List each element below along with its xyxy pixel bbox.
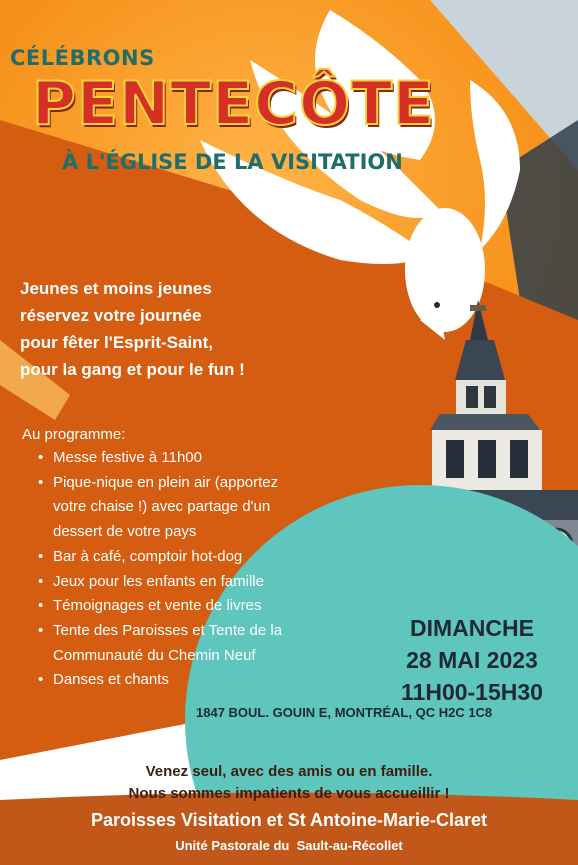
list-item-line: Communauté du Chemin Neuf [53, 646, 256, 664]
event-date-block [372, 612, 572, 708]
event-date: 28 MAI 2023 [406, 647, 538, 673]
invite-text [0, 761, 578, 805]
list-item [38, 594, 358, 619]
program-list [38, 446, 358, 693]
list-item-line: • Témoignages et vente de livres [53, 597, 262, 615]
list-item [38, 545, 358, 570]
list-item-line: dessert de votre pays [53, 523, 197, 541]
list-item-line: • Tente des Paroisses et Tente de la [53, 621, 283, 639]
intro-line: pour la gang et pour le fun ! [20, 360, 245, 379]
pastoral-unit: Unité Pastorale du Sault-au-Récollet [175, 838, 403, 853]
list-item [38, 570, 358, 595]
invite-line: Venez seul, avec des amis ou en famille. [145, 763, 433, 780]
intro-line: Jeunes et moins jeunes [20, 279, 212, 298]
kicker-text: CÉLÉBRONS [10, 46, 155, 70]
page-title: PENTECÔTE [32, 69, 436, 139]
event-time: 11H00-15H30 [401, 679, 543, 705]
invite-line: Nous sommes impatients de vous accueillir ! [128, 785, 450, 802]
list-item [38, 471, 358, 545]
list-item [38, 619, 358, 668]
parishes-footer: Paroisses Visitation et St Antoine-Marie-Claret [90, 810, 488, 830]
list-item-line: • Messe festive à 11h00 [53, 449, 202, 466]
church-subtitle: À L'ÉGLISE DE LA VISITATION [62, 150, 403, 174]
intro-line: pour fêter l'Esprit-Saint, [20, 333, 213, 352]
intro-line: réservez votre journée [20, 306, 202, 325]
list-item [38, 446, 358, 471]
event-address: 1847 BOUL. GOUIN E, MONTRÉAL, QC H2C 1C8 [196, 705, 493, 720]
list-item [38, 668, 358, 693]
program-heading: Au programme: [22, 426, 126, 443]
list-item-line: • Bar à café, comptoir hot-dog [53, 547, 243, 565]
list-item-line: • Jeux pour les enfants en famille [53, 572, 264, 590]
event-day: DIMANCHE [410, 615, 534, 641]
list-item-line: • Danses et chants [53, 671, 169, 689]
intro-text [20, 275, 320, 383]
list-item-line: votre chaise !) avec partage d'un [53, 498, 271, 516]
list-item-line: • Pique-nique en plein air (apportez [53, 473, 279, 491]
